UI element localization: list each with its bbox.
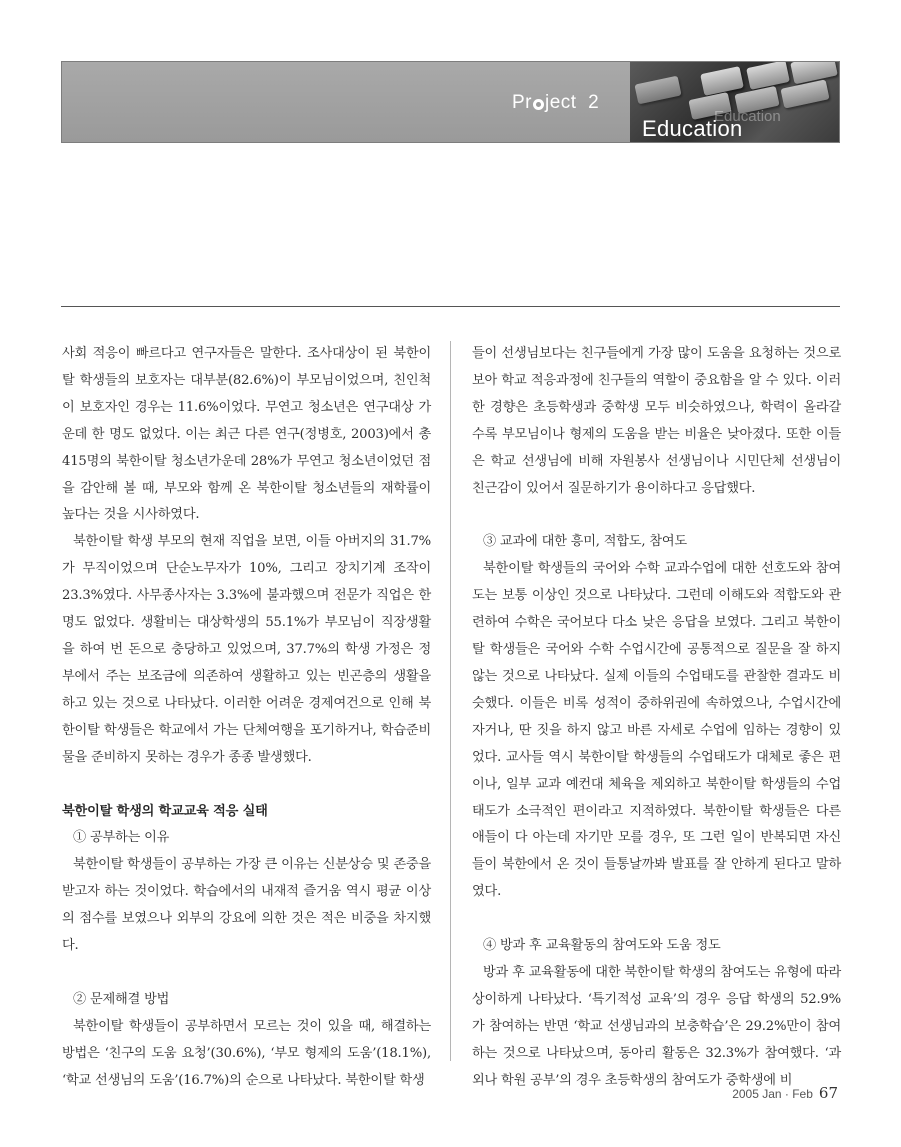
education-ghost-label: Education — [714, 108, 781, 125]
section-divider — [61, 306, 840, 307]
project-title-suffix: ject 2 — [545, 92, 600, 113]
right-column — [472, 341, 841, 1095]
paragraph-gap — [62, 960, 431, 987]
keyboard-key — [746, 62, 790, 90]
body-paragraph: 북한이탈 학생들이 공부하면서 모르는 것이 있을 때, 해결하는 방법은 ‘친구의 도움 요청’(30.6%), ‘부모 형제의 도움’(18.1%), ‘학교 선생님의 도움’(16.7%)의 순으로 나타났다. 북한이탈 학생 — [62, 1018, 431, 1088]
subsection-title: ③ 교과에 대한 흥미, 적합도, 참여도 — [483, 534, 687, 550]
column-separator — [450, 341, 451, 1061]
subsection-title: ① 공부하는 이유 — [73, 830, 170, 846]
body-paragraph: 북한이탈 학생들의 국어와 수학 교과수업에 대한 선호도와 참여도는 보통 이상인 것으로 나타났다. 그런데 이해도와 적합도와 관련하여 수학은 국어보다 다소 낮은 응답을 보였다. 그리고 북한이탈 학생들은 국어와 수학 수업시간에 공통적으로 질문을 잘 하지 않는 것으로 나타났다. 실제 이들의 수업태도를 관찰한 결과도 비슷했다. 이들은 비록 성적이 중하위권에 속하였으나, 수업시간에 자거나, 딴 짓을 하지 않고 바른 자세로 수업에 임하는 경향이 있었다. 교사들 역시 북한이탈 학생들의 수업태도가 대체로 좋은 편이나, 일부 교과 예컨대 체육을 제외하고 북한이탈 학생들의 수업태도가 소극적인 편이라고 지적하였다. 북한이탈 학생들은 다른 애들이 다 아는데 자기만 모를 경우, 또 그런 일이 반복되면 자신들이 북한에서 온 것이 들통날까봐 발표를 잘 안하게 된다고 말하였다. — [472, 561, 841, 900]
paragraph-gap — [472, 906, 841, 933]
page-number: 67 — [818, 1084, 838, 1102]
subsection-title: ② 문제해결 방법 — [73, 991, 170, 1007]
body-paragraph: 북한이탈 학생 부모의 현재 직업을 보면, 이들 아버지의 31.7%가 무직이었으며 단순노무자가 10%, 그리고 장치기계 조작이 23.3%였다. 사무종사자는 3.3%에 불과했으며 전문가 직업은 한 명도 없었다. 생활비는 대상학생의 55.1%가 부모님이 직장생활을 하여 번 돈으로 충당하고 있었으며, 37.7%의 학생 가정은 정부에서 주는 보조금에 의존하여 생활하고 있는 빈곤층의 생활을 하고 있는 것으로 나타났다. 이러한 어려운 경제여건으로 인해 북한이탈 학생들은 학교에서 가는 단체여행을 포기하거나, 학습준비물을 준비하지 못하는 경우가 종종 발생했다. — [62, 534, 431, 765]
issue-date: 2005 Jan · Feb — [732, 1087, 813, 1101]
body-paragraph: 사회 적응이 빠르다고 연구자들은 말한다. 조사대상이 된 북한이탈 학생들의 보호자는 대부분(82.6%)이 부모님이었으며, 친인척이 보호자인 경우는 11.6%이었다. 무연고 청소년은 연구대상 가운데 한 명도 없었다. 이는 최근 다른 연구(정병호, 2003)에서 총 415명의 북한이탈 청소년가운데 28%가 무연고 청소년이었던 점을 감안해 볼 때, 부모와 함께 온 북한이탈 청소년들의 재학률이 높다는 것을 시사하였다. — [62, 346, 431, 523]
header-banner — [61, 61, 840, 143]
project-title-prefix: Pr — [512, 92, 532, 113]
paragraph-gap — [472, 502, 841, 529]
section-heading: 북한이탈 학생의 학교교육 적응 실태 — [62, 803, 268, 819]
subsection-title: ④ 방과 후 교육활동의 참여도와 도움 정도 — [483, 938, 721, 954]
keyboard-key — [780, 79, 829, 108]
body-paragraph: 들이 선생님보다는 친구들에게 가장 많이 도움을 요청하는 것으로 보아 학교 적응과정에 친구들의 역할이 중요함을 알 수 있다. 이러한 경향은 초등학생과 중학생 모두 비슷하였으나, 학력이 올라갈수록 부모님이나 형제의 도움을 받는 비율은 낮아졌다. 또한 이들은 학교 선생님에 비해 자원봉사 선생님이나 시민단체 선생님이 친근감이 있어서 질문하기가 용이하다고 응답했다. — [472, 346, 841, 496]
body-paragraph: 북한이탈 학생들이 공부하는 가장 큰 이유는 신분상승 및 존중을 받고자 하는 것이었다. 학습에서의 내재적 즐거움 역시 평균 이상의 점수를 보였으나 외부의 강요에 의한 것은 적은 비중을 차지했다. — [62, 857, 431, 954]
page-footer — [732, 1084, 838, 1102]
keyboard-key — [634, 76, 681, 105]
project-title — [512, 92, 599, 114]
body-paragraph: 방과 후 교육활동에 대한 북한이탈 학생의 참여도는 유형에 따라 상이하게 나타났다. ‘특기적성 교육’의 경우 응답 학생의 52.9%가 참여하는 반면 ‘학교 선생님과의 보충학습’은 29.2%만이 참여하는 것으로 나타났으며, 동아리 활동은 32.3%가 참여했다. ‘과외나 학원 공부’의 경우 초등학생의 참여도가 중학생에 비 — [472, 965, 841, 1088]
education-keyboard-photo — [630, 62, 840, 143]
circle-o-icon — [533, 99, 544, 110]
paragraph-gap — [62, 772, 431, 799]
keyboard-key — [700, 66, 744, 96]
left-column — [62, 341, 431, 1095]
education-label: Education — [642, 116, 743, 141]
